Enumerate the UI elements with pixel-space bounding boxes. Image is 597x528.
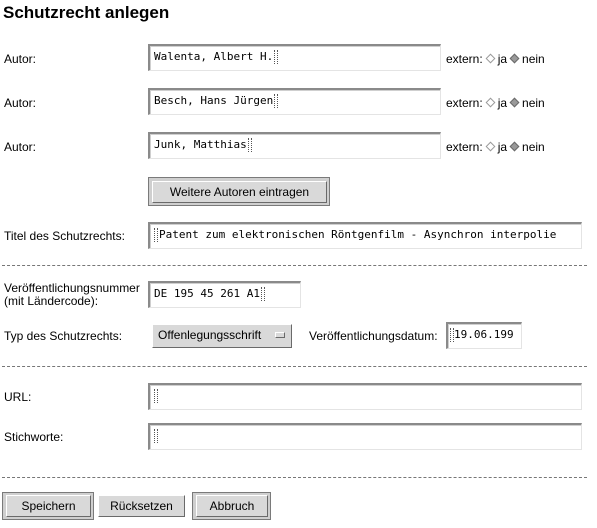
divider	[2, 366, 587, 367]
author-extern-3	[446, 140, 545, 154]
reset-button[interactable]: Rücksetzen	[98, 495, 185, 517]
datum-label: Veröffentlichungsdatum:	[309, 329, 438, 343]
radio-nein-label: nein	[522, 140, 545, 154]
option-menu-indicator-icon	[275, 332, 285, 338]
text-cursor	[248, 138, 252, 152]
radio-nein-2[interactable]	[510, 98, 520, 108]
radio-nein-3[interactable]	[510, 142, 520, 152]
typ-label: Typ des Schutzrechts:	[4, 329, 123, 343]
radio-ja-label: ja	[497, 96, 508, 110]
radio-ja-label: ja	[497, 52, 508, 66]
veroeff-nr-input[interactable]	[148, 281, 301, 308]
typ-value: Offenlegungsschrift	[158, 328, 262, 342]
url-label: URL:	[4, 390, 32, 404]
cancel-button[interactable]: Abbruch	[196, 495, 268, 517]
url-input[interactable]	[148, 383, 582, 410]
page-title: Schutzrecht anlegen	[3, 3, 170, 22]
author-input-2[interactable]	[148, 88, 441, 115]
author-extern-1	[446, 52, 545, 66]
veroeff-nr-value: DE 195 45 261 A1	[154, 287, 260, 300]
extern-label: extern:	[446, 96, 483, 110]
more-authors-button[interactable]: Weitere Autoren eintragen	[152, 181, 327, 203]
radio-ja-3[interactable]	[485, 142, 495, 152]
save-button[interactable]: Speichern	[6, 495, 91, 517]
author-label-2: Autor:	[4, 96, 37, 110]
stichworte-label: Stichworte:	[4, 430, 64, 444]
divider	[2, 265, 587, 266]
author-value-1: Walenta, Albert H.	[154, 50, 274, 63]
datum-input[interactable]	[446, 322, 522, 349]
radio-ja-label: ja	[497, 140, 508, 154]
author-extern-2	[446, 96, 545, 110]
text-cursor	[274, 94, 278, 108]
author-input-1[interactable]	[148, 44, 441, 71]
author-label-1: Autor:	[4, 52, 37, 66]
author-value-2: Besch, Hans Jürgen	[154, 94, 274, 107]
veroeff-nr-label-line2: (mit Ländercode):	[4, 294, 99, 308]
text-cursor	[154, 228, 158, 242]
author-input-3[interactable]	[148, 132, 441, 159]
titel-input[interactable]	[148, 222, 582, 249]
radio-nein-label: nein	[522, 96, 545, 110]
titel-label: Titel des Schutzrechts:	[4, 229, 125, 243]
author-label-3: Autor:	[4, 140, 37, 154]
radio-nein-label: nein	[522, 52, 545, 66]
extern-label: extern:	[446, 52, 483, 66]
text-cursor	[154, 429, 158, 443]
text-cursor	[154, 389, 158, 403]
radio-nein-1[interactable]	[510, 54, 520, 64]
text-cursor	[274, 50, 278, 64]
titel-value: Patent zum elektronischen Röntgenfilm - Asynchron interpolie	[159, 228, 557, 241]
veroeff-nr-label-line1: Veröffentlichungsnummer	[4, 281, 140, 295]
extern-label: extern:	[446, 140, 483, 154]
radio-ja-1[interactable]	[485, 54, 495, 64]
text-cursor	[261, 287, 265, 301]
radio-ja-2[interactable]	[485, 98, 495, 108]
author-value-3: Junk, Matthias	[154, 138, 247, 151]
divider	[2, 477, 587, 478]
stichworte-input[interactable]	[148, 423, 582, 450]
datum-value: 19.06.199	[454, 328, 514, 341]
typ-select[interactable]	[152, 324, 292, 348]
